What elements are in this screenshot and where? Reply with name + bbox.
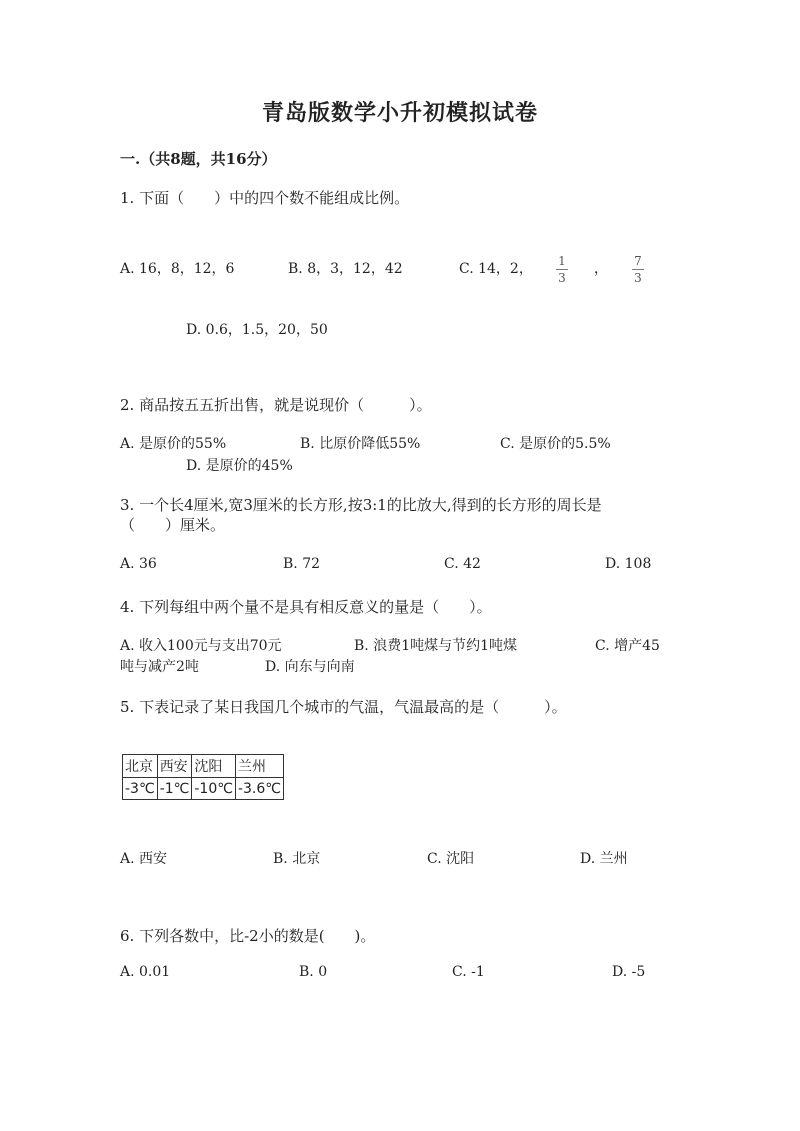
table-cell: -10℃ <box>192 778 236 800</box>
q3-option-d[interactable]: D. 108 <box>605 556 652 572</box>
fraction-bar <box>632 269 644 270</box>
page-title: 青岛版数学小升初模拟试卷 <box>261 100 538 126</box>
q6-option-b[interactable]: B. 0 <box>299 964 328 980</box>
question-4-text: 4. 下列每组中两个量不是具有相反意义的量是（ ）。 <box>120 598 492 616</box>
question-3-text-line-1: 3. 一个长4厘米,宽3厘米的长方形,按3:1的比放大,得到的长方形的周长是 <box>120 496 602 514</box>
q5-option-b[interactable]: B. 北京 <box>273 851 321 867</box>
q1-fraction-seven-thirds <box>632 254 644 285</box>
q5-option-a[interactable]: A. 西安 <box>120 851 168 867</box>
table-cell: 兰州 <box>235 755 283 778</box>
q1-option-b[interactable]: B. 8，3，12，42 <box>288 261 403 277</box>
fraction-denominator: 3 <box>634 271 642 285</box>
q1-separator: ， <box>594 261 608 277</box>
q1-fraction-one-third <box>556 254 568 285</box>
question-6-text: 6. 下列各数中，比-2小的数是( )。 <box>120 927 376 945</box>
q4-option-c-line-2[interactable]: 吨与减产2吨 <box>120 659 199 675</box>
q2-option-c[interactable]: C. 是原价的5.5% <box>500 436 611 452</box>
q2-option-a[interactable]: A. 是原价的55% <box>120 436 227 452</box>
q1-option-c[interactable]: C. 14，2， <box>459 261 533 277</box>
section-heading: 一.（共8题，共16分） <box>120 150 277 168</box>
fraction-bar <box>556 269 568 270</box>
q6-option-c[interactable]: C. -1 <box>452 964 485 980</box>
temperature-table <box>122 754 284 800</box>
question-2-text: 2. 商品按五五折出售，就是说现价（ ）。 <box>120 396 432 414</box>
q1-option-a[interactable]: A. 16，8，12，6 <box>120 261 235 277</box>
q3-option-c[interactable]: C. 42 <box>444 556 481 572</box>
q6-option-d[interactable]: D. -5 <box>612 964 646 980</box>
table-cell: -3.6℃ <box>235 778 283 800</box>
table-cell: -1℃ <box>157 778 192 800</box>
question-1-text: 1. 下面（ ）中的四个数不能组成比例。 <box>120 189 410 207</box>
q3-option-b[interactable]: B. 72 <box>283 556 321 572</box>
table-row-temperatures <box>123 778 284 800</box>
table-cell: 北京 <box>123 755 158 778</box>
q6-option-a[interactable]: A. 0.01 <box>120 964 171 980</box>
table-cell: -3℃ <box>123 778 158 800</box>
table-cell: 西安 <box>157 755 192 778</box>
fraction-denominator: 3 <box>558 271 566 285</box>
q5-option-d[interactable]: D. 兰州 <box>580 851 628 867</box>
fraction-numerator: 7 <box>634 254 642 268</box>
q4-option-c-line-1[interactable]: C. 增产45 <box>595 638 660 654</box>
q2-option-b[interactable]: B. 比原价降低55% <box>300 436 421 452</box>
q5-option-c[interactable]: C. 沈阳 <box>427 851 475 867</box>
question-5-text: 5. 下表记录了某日我国几个城市的气温，气温最高的是（ ）。 <box>120 698 567 716</box>
table-row-cities <box>123 755 284 778</box>
q3-option-a[interactable]: A. 36 <box>120 556 157 572</box>
q2-option-d[interactable]: D. 是原价的45% <box>186 458 293 474</box>
q1-option-d[interactable]: D. 0.6，1.5，20，50 <box>186 322 328 338</box>
q4-option-a[interactable]: A. 收入100元与支出70元 <box>120 638 282 654</box>
q4-option-b[interactable]: B. 浪费1吨煤与节约1吨煤 <box>354 638 518 654</box>
q4-option-d[interactable]: D. 向东与向南 <box>265 659 355 675</box>
table-cell: 沈阳 <box>192 755 236 778</box>
fraction-numerator: 1 <box>558 254 566 268</box>
question-3-text-line-2: （ ）厘米。 <box>120 516 226 534</box>
